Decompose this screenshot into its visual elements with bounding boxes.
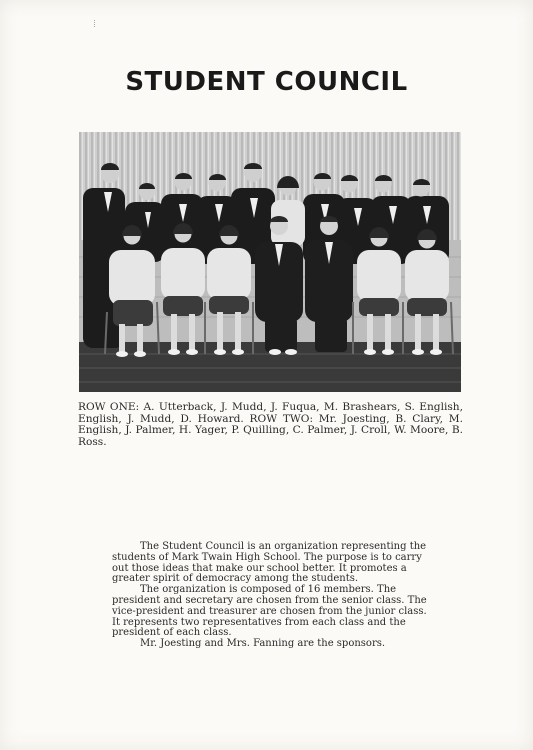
page-title: STUDENT COUNCIL xyxy=(125,67,408,97)
scan-mark xyxy=(94,20,97,27)
group-photo xyxy=(79,132,461,392)
description-text xyxy=(112,542,432,650)
paragraph-purpose: The Student Council is an organization representing the students of Mark Twain High School. The purpose is to carry out those ideas that make our school better. It promotes a greater spirit of democracy among the students. xyxy=(112,541,427,585)
paragraph-sponsors: Mr. Joesting and Mrs. Fanning are the sponsors. xyxy=(140,638,386,650)
group-photo-image xyxy=(79,132,461,392)
photo-caption: ROW ONE: A. Utterback, J. Mudd, J. Fuqua, M. Brashears, S. English, English, J. Mudd, D. Howard. ROW TWO: Mr. Joesting, B. Clary, M. English, J. Palmer, H. Yager, P. Quilling, C. Palmer, J. Croll, W. Moore, B. Ross. xyxy=(78,401,463,448)
paragraph-membership: The organization is composed of 16 members. The president and secretary are chosen from the senior class. The vice-president and treasurer are chosen from the junior class. It represents two representatives from each class and the president of each class. xyxy=(112,584,427,639)
